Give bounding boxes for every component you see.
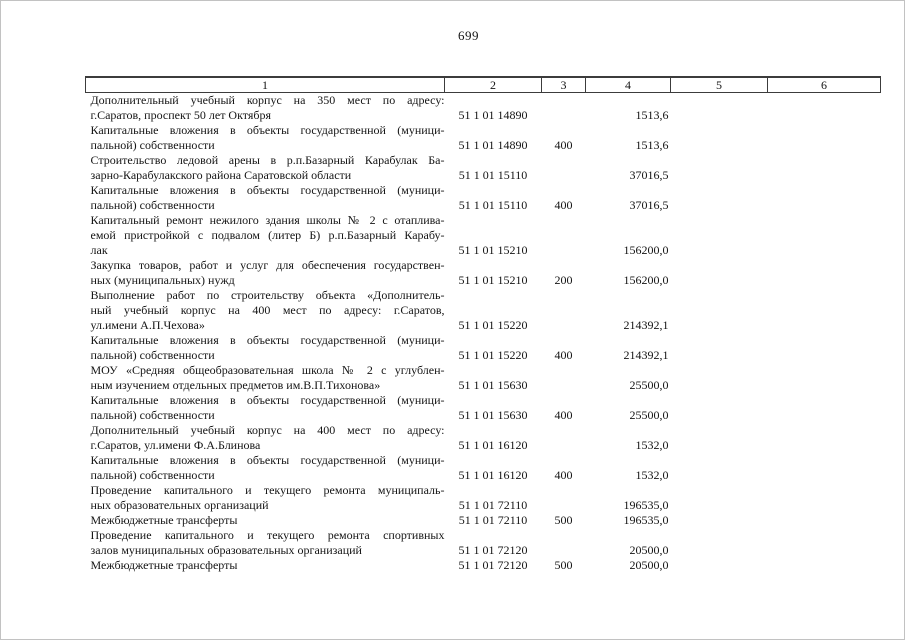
table-row [86,213,881,258]
name-line: Капитальные вложения в объекты государственной (муници- [90,333,445,347]
row-amount-cell: 1532,0 [635,468,669,482]
row-vr-cell: 500 [554,558,573,572]
row-name-cell [86,288,445,333]
column-header-1: 1 [86,77,445,93]
row-col5-cell [671,513,768,528]
row-code-cell: 51 1 01 14890 [458,108,528,122]
row-col6-cell [768,393,881,423]
row-col6-cell [768,123,881,153]
table-row [86,528,881,558]
table-row [86,453,881,483]
name-line: МОУ «Средняя общеобразовательная школа № 2 с углублен- [90,363,445,377]
column-header-5: 5 [671,77,768,93]
row-code-cell: 51 1 01 72120 [458,558,528,572]
budget-table-body [86,93,881,574]
row-amount-cell: 156200,0 [623,243,669,257]
table-row [86,513,881,528]
row-col6-cell [768,333,881,363]
page-number: 699 [458,28,479,43]
name-line: залов муниципальных образовательных организаций [90,543,362,557]
row-name-cell [86,123,445,153]
name-line: Капитальные вложения в объекты государственной (муници- [90,183,445,197]
name-line: ным изучением отдельных предметов им.В.П.Тихонова» [90,378,381,392]
row-col6-cell [768,213,881,258]
row-code-cell: 51 1 01 15110 [458,168,528,182]
name-line: ных образовательных организаций [90,498,269,512]
row-amount-cell: 20500,0 [629,558,669,572]
row-code-cell: 51 1 01 15210 [458,273,528,287]
name-line: Выполнение работ по строительству объекта «Дополнитель- [90,288,445,302]
row-col6-cell [768,288,881,333]
row-col5-cell [671,183,768,213]
name-line: пальной) собственности [90,408,215,422]
row-code-cell: 51 1 01 16120 [458,468,528,482]
name-line: Проведение капитального и текущего ремонта спортивных [90,528,445,542]
table-header-row [86,77,881,93]
row-col5-cell [671,423,768,453]
row-amount-cell: 214392,1 [623,318,669,332]
row-vr-cell: 400 [554,408,573,422]
table-row [86,333,881,363]
name-line: ных (муниципальных) нужд [90,273,235,287]
row-name-cell [86,393,445,423]
table-row [86,393,881,423]
row-col6-cell [768,93,881,124]
row-col5-cell [671,453,768,483]
row-amount-cell: 1513,6 [635,138,669,152]
column-header-3: 3 [542,77,586,93]
row-amount-cell: 25500,0 [629,408,669,422]
row-col6-cell [768,183,881,213]
row-col5-cell [671,363,768,393]
row-amount-cell: 37016,5 [629,198,669,212]
row-col6-cell [768,483,881,513]
row-vr-cell [542,93,586,124]
row-amount-cell: 37016,5 [629,168,669,182]
row-col6-cell [768,558,881,573]
row-vr-cell [542,423,586,453]
name-line: пальной) собственности [90,198,215,212]
row-code-cell: 51 1 01 15210 [458,243,528,257]
row-col6-cell [768,513,881,528]
row-vr-cell: 400 [554,348,573,362]
table-row [86,93,881,124]
row-vr-cell [542,363,586,393]
table-row [86,183,881,213]
row-code-cell: 51 1 01 72110 [458,513,528,527]
row-col5-cell [671,483,768,513]
row-amount-cell: 1532,0 [635,438,669,452]
row-name-cell [86,153,445,183]
row-col5-cell [671,528,768,558]
row-vr-cell [542,213,586,258]
row-vr-cell: 200 [554,273,573,287]
table-row [86,288,881,333]
row-name-cell [86,558,445,573]
name-line: г.Саратов, проспект 50 лет Октября [90,108,272,122]
row-amount-cell: 20500,0 [629,543,669,557]
row-amount-cell: 1513,6 [635,108,669,122]
row-col6-cell [768,153,881,183]
table-row [86,123,881,153]
name-line: лак [90,243,108,257]
budget-table [85,76,881,573]
row-vr-cell: 400 [554,138,573,152]
row-code-cell: 51 1 01 15220 [458,348,528,362]
row-name-cell [86,513,445,528]
row-name-cell [86,528,445,558]
row-amount-cell: 196535,0 [623,513,669,527]
name-line: Капитальный ремонт нежилого здания школы № 2 с отаплива- [90,213,445,227]
name-line: зарно-Карабулакского района Саратовской области [90,168,352,182]
row-col5-cell [671,93,768,124]
row-col6-cell [768,258,881,288]
row-code-cell: 51 1 01 72110 [458,498,528,512]
row-name-cell [86,423,445,453]
row-amount-cell: 156200,0 [623,273,669,287]
name-line: Капитальные вложения в объекты государственной (муници- [90,453,445,467]
row-vr-cell: 400 [554,198,573,212]
row-name-cell [86,183,445,213]
name-line: Дополнительный учебный корпус на 400 мест по адресу: [90,423,445,437]
name-line: ул.имени А.П.Чехова» [90,318,205,332]
row-col5-cell [671,153,768,183]
row-col5-cell [671,213,768,258]
row-code-cell: 51 1 01 15630 [458,408,528,422]
table-row [86,483,881,513]
name-line: пальной) собственности [90,468,215,482]
row-amount-cell: 25500,0 [629,378,669,392]
column-header-2: 2 [445,77,542,93]
row-col5-cell [671,123,768,153]
name-line: Строительство ледовой арены в р.п.Базарный Карабулак Ба- [90,153,445,167]
name-line: пальной) собственности [90,138,215,152]
row-col5-cell [671,333,768,363]
row-code-cell: 51 1 01 16120 [458,438,528,452]
row-name-cell [86,483,445,513]
name-line: Капитальные вложения в объекты государственной (муници- [90,123,445,137]
name-line: г.Саратов, ул.имени Ф.А.Блинова [90,438,261,452]
row-col6-cell [768,453,881,483]
name-line: Закупка товаров, работ и услуг для обеспечения государствен- [90,258,445,272]
row-name-cell [86,363,445,393]
name-line: пальной) собственности [90,348,215,362]
row-col5-cell [671,258,768,288]
row-col5-cell [671,558,768,573]
table-row [86,153,881,183]
row-col5-cell [671,393,768,423]
row-vr-cell: 400 [554,468,573,482]
table-row [86,363,881,393]
table-row [86,258,881,288]
row-code-cell: 51 1 01 15630 [458,378,528,392]
name-line: емой пристройкой с подвалом (литер Б) р.п.Базарный Карабу- [90,228,445,242]
row-col6-cell [768,363,881,393]
row-vr-cell [542,483,586,513]
table-row [86,423,881,453]
name-line: Межбюджетные трансферты [90,558,238,572]
row-amount-cell: 196535,0 [623,498,669,512]
name-line: Проведение капитального и текущего ремонта муниципаль- [90,483,445,497]
name-line: ный учебный корпус на 400 мест по адресу: г.Саратов, [90,303,445,317]
row-name-cell [86,213,445,258]
row-col6-cell [768,528,881,558]
row-vr-cell [542,288,586,333]
row-name-cell [86,258,445,288]
row-vr-cell: 500 [554,513,573,527]
row-vr-cell [542,528,586,558]
row-code-cell: 51 1 01 14890 [458,138,528,152]
row-code-cell: 51 1 01 15110 [458,198,528,212]
name-line: Дополнительный учебный корпус на 350 мест по адресу: [90,93,445,107]
row-name-cell [86,453,445,483]
row-col6-cell [768,423,881,453]
row-code-cell: 51 1 01 15220 [458,318,528,332]
row-vr-cell [542,153,586,183]
table-row [86,558,881,573]
row-name-cell [86,333,445,363]
column-header-4: 4 [586,77,671,93]
name-line: Капитальные вложения в объекты государственной (муници- [90,393,445,407]
name-line: Межбюджетные трансферты [90,513,238,527]
row-col5-cell [671,288,768,333]
row-name-cell [86,93,445,124]
column-header-6: 6 [768,77,881,93]
row-amount-cell: 214392,1 [623,348,669,362]
row-code-cell: 51 1 01 72120 [458,543,528,557]
